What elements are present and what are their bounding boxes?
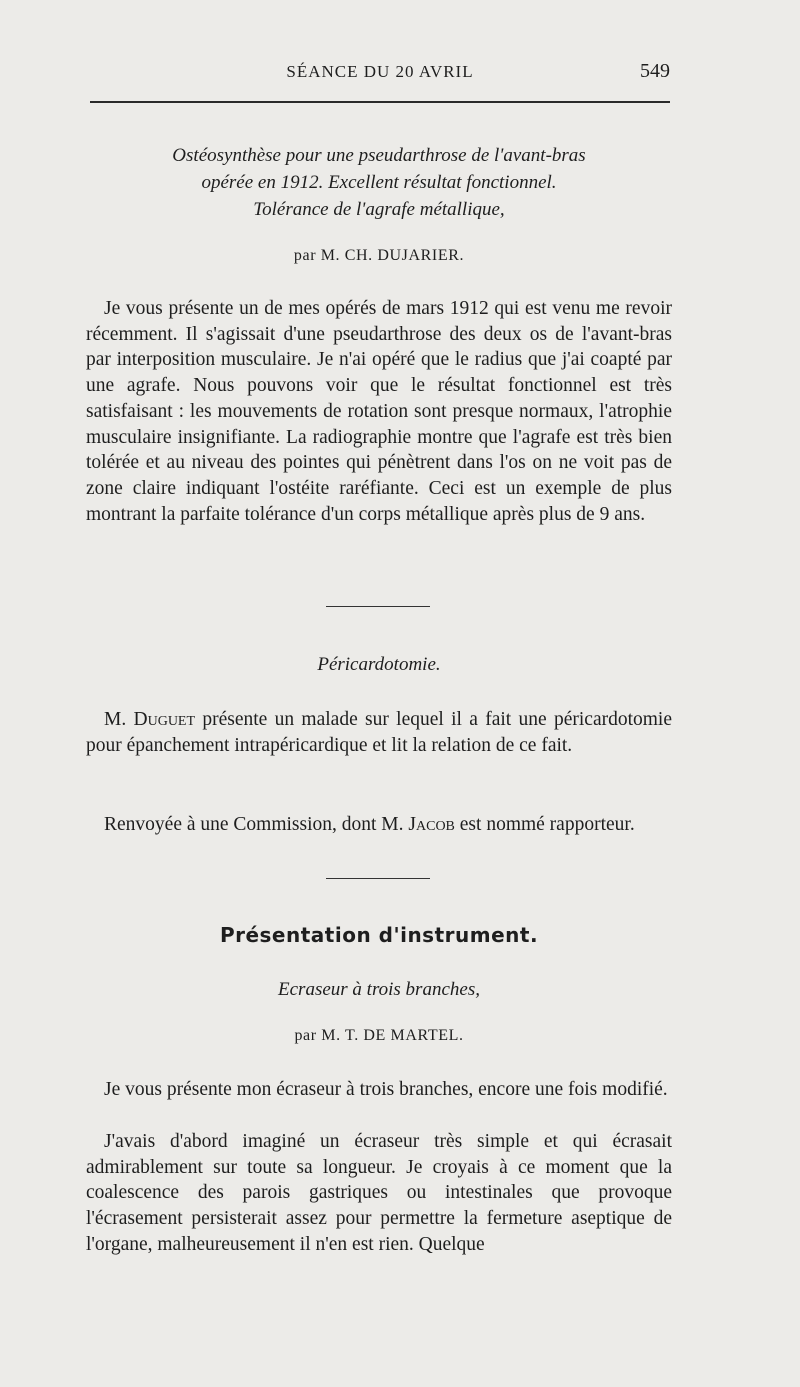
article3-paragraph-1: Je vous présente mon écraseur à trois branches, encore une fois modifié. <box>104 1079 668 1100</box>
article2-paragraph-2 <box>86 812 672 838</box>
article1-byline: par M. CH. DUJARIER. <box>293 247 465 264</box>
article3-paragraph-2: J'avais d'abord imaginé un écraseur très simple et qui écrasait admirablement sur toute sa longueur. Je croyais à ce moment que la coalescence des parois gastriques ou intestinales que provoque l'écrasement persisterait assez pour permettre la fermeture aseptique de l'organe, malheureusement il n'en est rien. Quelque <box>86 1131 672 1255</box>
separator-rule <box>326 606 430 607</box>
article2-title: Péricardotomie. <box>317 654 441 675</box>
paragraph-text: présente un malade sur lequel il a fait une péricardotomie pour épanchement intrapéricardique et lit la relation de ce fait. <box>86 709 673 756</box>
article1-title-line: opérée en 1912. Excellent résultat fonctionnel. <box>201 172 557 193</box>
article2-paragraph-1 <box>86 707 672 758</box>
page-number: 549 <box>640 60 670 82</box>
article3-byline: par M. T. DE MARTEL. <box>294 1027 464 1044</box>
article3-subtitle: Ecraseur à trois branches, <box>278 979 480 1000</box>
section-heading: Présentation d'instrument. <box>219 923 539 947</box>
running-head <box>88 58 672 88</box>
running-title: SÉANCE DU 20 AVRIL <box>286 62 474 81</box>
article1-title-line: Ostéosynthèse pour une pseudarthrose de l'avant-bras <box>172 145 586 166</box>
paragraph-text: Renvoyée à une Commission, dont M. <box>104 814 409 835</box>
article1-title-line: Tolérance de l'agrafe métallique, <box>253 199 505 220</box>
member-name: Jacob <box>408 814 455 835</box>
article1-paragraph: Je vous présente un de mes opérés de mars 1912 qui est venu me revoir récemment. Il s'agissait d'une pseudarthrose des deux os de l'avant-bras par interposition musculaire. Je n'ai opéré que le radius que j'ai coapté par une agrafe. Nous pouvons voir que le résultat fonctionnel est très satisfaisant : les mouvements de rotation sont presque normaux, l'atrophie musculaire insignifiante. La radiographie montre que l'agrafe est très bien tolérée et au niveau des pointes qui pénètrent dans l'os on ne voit pas de zone claire indiquant l'ostéite raréfiante. Ceci est un exemple de plus montrant la parfaite tolérance d'un corps métallique après plus de 9 ans. <box>86 298 672 525</box>
member-name: M. Duguet <box>104 709 196 730</box>
separator-rule <box>326 878 430 879</box>
article1-title <box>86 142 672 223</box>
header-rule <box>90 101 670 103</box>
paragraph-text: est nommé rapporteur. <box>454 814 635 835</box>
